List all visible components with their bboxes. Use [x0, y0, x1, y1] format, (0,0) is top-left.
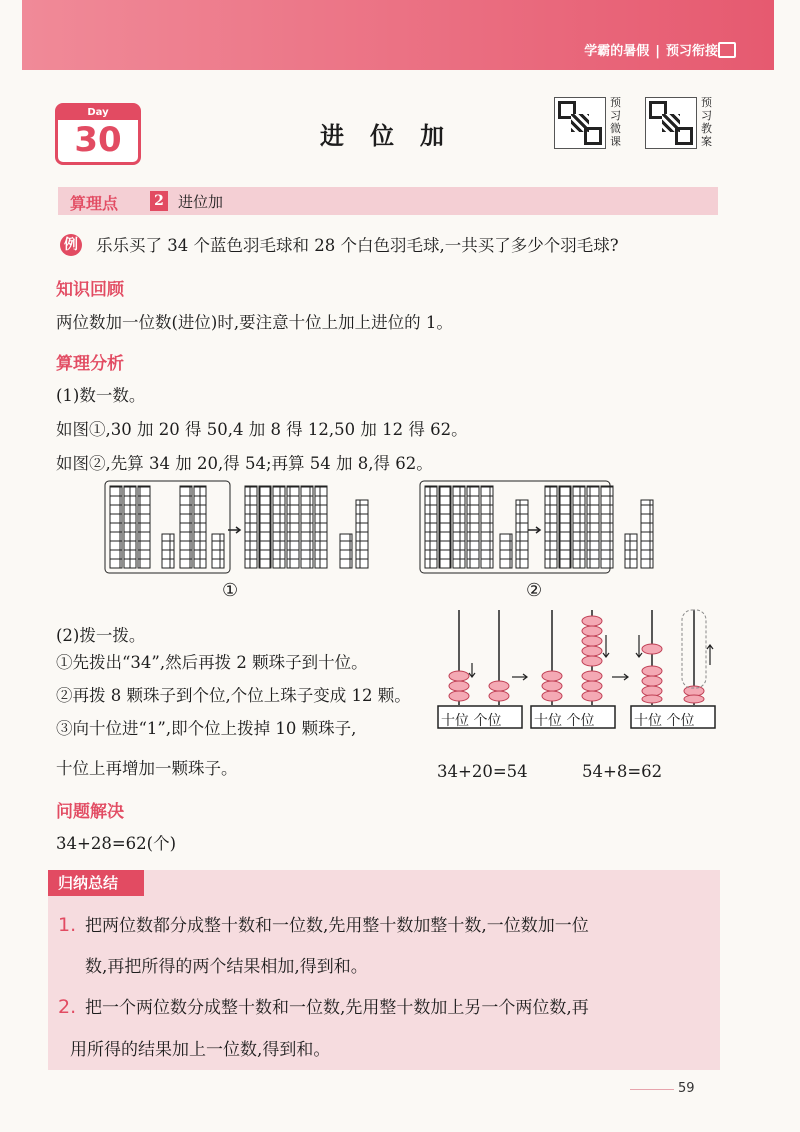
equation-1: 34+20=54 [437, 762, 528, 781]
point-text: 进位加 [178, 193, 224, 211]
summary-1-line-1: 把两位数都分成整十数和一位数,先用整十数加整十数,一位数加一位 [85, 916, 589, 936]
header-brand: 学霸的暑假 [584, 44, 650, 59]
review-title: 知识回顾 [56, 280, 124, 300]
ones-label: 个位 [666, 713, 695, 729]
fig1-text: 如图①,30 加 20 得 50,4 加 8 得 12,50 加 12 得 62。 [56, 420, 468, 439]
equation-2: 54+8=62 [582, 762, 663, 781]
ones-label: 个位 [566, 713, 595, 729]
qr-label-2: 预习教案 [701, 96, 712, 148]
tens-label: 十位 [634, 713, 662, 729]
example-text: 乐乐买了 34 个蓝色羽毛球和 28 个白色羽毛球,一共买了多少个羽毛球? [96, 236, 619, 255]
tens-label: 十位 [534, 713, 562, 729]
abacus-label-2 [534, 710, 594, 730]
step2-line-4: 十位上再增加一颗珠子。 [56, 759, 238, 778]
abacus-label-1 [441, 710, 501, 730]
solution-text: 34+28=62(个) [56, 834, 177, 853]
step2-line-3: ③向十位进“1”,即个位上拨掉 10 颗珠子, [56, 719, 357, 738]
book-icon [718, 42, 736, 58]
step2-line-1: ①先拨出“34”,然后再拨 2 颗珠子到十位。 [56, 653, 368, 672]
step2-line-2: ②再拨 8 颗珠子到个位,个位上珠子变成 12 颗。 [56, 686, 411, 705]
point-number: 2 [150, 191, 168, 211]
figure-1-label: ① [222, 580, 239, 601]
summary-2-line-2: 用所得的结果加上一位数,得到和。 [70, 1040, 331, 1060]
review-text: 两位数加一位数(进位)时,要注意十位上加上进位的 1。 [56, 313, 453, 332]
qr-code-icon[interactable] [645, 97, 697, 149]
analysis-title: 算理分析 [56, 354, 124, 374]
summary-number-1: 1. [58, 914, 77, 936]
page-number: 59 [678, 1081, 695, 1096]
ones-label: 个位 [473, 713, 502, 729]
figure-2-label: ② [526, 580, 543, 601]
day-number: 30 [74, 120, 122, 160]
day-label: Day [58, 106, 138, 120]
header-bar [22, 0, 774, 70]
counting-blocks-figure [100, 478, 740, 578]
qr-code-icon[interactable] [554, 97, 606, 149]
summary-2-line-1: 把一个两位数分成整十数和一位数,先用整十数加上另一个两位数,再 [85, 998, 589, 1018]
summary-number-2: 2. [58, 996, 77, 1018]
fig2-text: 如图②,先算 34 加 20,得 54;再算 54 加 8,得 62。 [56, 454, 433, 473]
example-badge: 例 [60, 234, 82, 256]
page-title: 进位加 [320, 122, 470, 150]
tens-label: 十位 [441, 713, 469, 729]
qr-label-1: 预习微课 [610, 96, 621, 148]
analysis-step1: (1)数一数。 [56, 386, 146, 405]
day-badge [55, 103, 141, 165]
point-label: 算理点 [70, 194, 119, 213]
summary-1-line-2: 数,再把所得的两个结果相加,得到和。 [85, 957, 368, 977]
abacus-label-3 [634, 710, 694, 730]
header-label: 学霸的暑假 | 预习衔接 [584, 44, 718, 59]
analysis-step2: (2)拨一拨。 [56, 626, 146, 645]
header-section: 预习衔接 [665, 44, 718, 59]
solution-title: 问题解决 [56, 802, 124, 822]
summary-tag: 归纳总结 [48, 870, 144, 896]
page-divider [630, 1089, 674, 1090]
